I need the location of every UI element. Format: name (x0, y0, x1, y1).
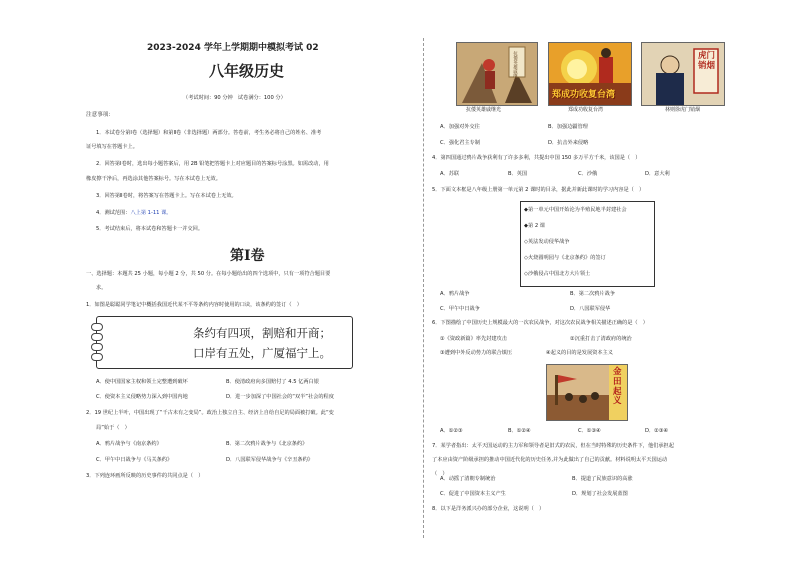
q5-option-c[interactable]: C．甲午中日战争 (440, 306, 480, 312)
q1-option-a[interactable]: A．使中国国家主权和领土完整遭到破坏 (96, 379, 188, 385)
q3-option-a[interactable]: A．加强对外交往 (440, 124, 480, 130)
q1-quote-card (96, 316, 353, 369)
q5-option-a[interactable]: A．鸦片战争 (440, 291, 470, 297)
q5-option-b[interactable]: B．第二次鸦片战争 (570, 291, 616, 297)
note-4: 4．测试范围：八上第 1-11 课。 (96, 210, 172, 216)
q6-statement-2: ②沉重打击了清政府的统治 (570, 336, 632, 342)
image-2-banner: 郑成功收复台湾 (552, 90, 616, 100)
q3-stem: 3．下列连环画所反映的历史事件的共同点是（ ） (86, 473, 204, 479)
q3-option-d[interactable]: D．抗击外来侵略 (548, 140, 589, 146)
q6-statement-4: ④起义的目的是发展资本主义 (546, 350, 613, 356)
image-1-caption: 抗倭英雄戚继光 (466, 107, 502, 113)
note-1b: 证号填写在答题卡上。 (86, 144, 138, 150)
test-range: 八上第 1-11 课。 (130, 210, 172, 216)
binder-ring (91, 353, 103, 361)
q1-stem: 1．如图是聪聪同学笔记中概括我国近代某不平等条约内容时使用的口诀，该条约的签订（ ） (86, 302, 302, 308)
q7-option-b[interactable]: B．提道了民族意识的高涨 (572, 476, 633, 482)
note-2b: 橡皮擦干净后，再选涂其他答案标号。写在本试卷上无效。 (86, 176, 221, 182)
q1-option-b[interactable]: B．使清政府向多国赔付了 4.5 亿两白银 (226, 379, 319, 385)
q6-option-c[interactable]: C．①③④ (578, 428, 601, 434)
q5-option-d[interactable]: D．八国联军侵华 (570, 306, 611, 312)
quote-line-1: 条约有四项，割赔和开商； (193, 326, 331, 340)
q2-stem-2: 局”始于（ ） (96, 425, 130, 431)
comic-image-2 (548, 42, 632, 106)
q3-option-b[interactable]: B．加强边疆管理 (548, 124, 588, 130)
subject-title: 八年级历史 (209, 62, 285, 80)
contents-line-1: ◆第一单元中国开始沦为半殖民地半封建社会 (524, 207, 627, 213)
battle-illustration (457, 43, 537, 105)
q7-option-d[interactable]: D．规划了社会发展蓝图 (572, 491, 628, 497)
q8-stem: 8．以下是洋务派兴办的部分企业，这说明（ ） (432, 506, 545, 512)
q4-option-b[interactable]: B．英国 (508, 171, 528, 177)
q2-option-a[interactable]: A．鸦片战争与《南京条约》 (96, 441, 162, 447)
jintian-uprising-image (546, 364, 628, 421)
q2-option-b[interactable]: B．第二次鸦片战争与《北京条约》 (226, 441, 308, 447)
q7-stem-3: （ ） (432, 471, 448, 477)
q1-option-d[interactable]: D．进一步加深了中国社会的“双半”社会的程度 (226, 394, 334, 400)
note-5: 5．考试结束后，将本试卷和答题卡一并交回。 (96, 226, 204, 232)
comic-image-1 (456, 42, 538, 106)
contents-line-4: ◇火烧圆明园与《北京条约》的签订 (524, 255, 606, 261)
binder-ring (91, 333, 103, 341)
section-title: 第Ⅰ卷 (230, 248, 265, 264)
q4-stem: 4．第四国通过鸦片战争获利有了许多多利，共提出中国 150 多万平方千米，该国是（ ） (432, 155, 641, 161)
exam-meta: （考试时间：90 分钟 试卷满分：100 分） (183, 95, 286, 101)
q4-option-d[interactable]: D．意大利 (645, 171, 670, 177)
binder-ring (91, 343, 103, 351)
image-3-banner: 虎门销烟 (698, 51, 716, 71)
contents-line-2: ◆第 2 课 (524, 223, 545, 229)
q7-option-a[interactable]: A．动摇了清朝专制统治 (440, 476, 496, 482)
contents-line-3: ◇英法发动侵华战争 (524, 239, 570, 245)
q6-option-d[interactable]: D．②③④ (645, 428, 669, 434)
q2-option-c[interactable]: C．甲午中日战争与《马关条约》 (96, 457, 173, 463)
image-banner-text: 金田起义 (613, 367, 622, 407)
note-1a: 1．本试卷分第Ⅰ卷（选择题）和第Ⅱ卷（非选择题）两部分。答卷前，考生务必将自己的姓名、准考 (96, 130, 322, 136)
section-intro-1: 一、选择题：本题共 25 小题，每小题 2 分，共 50 分。在每小题给出的四个选项中，只有一项符合题目要 (86, 271, 331, 277)
q6-stem: 6．下图描绘了中国历史上规模最大的一次农民战争，对这次农民战争相关描述正确的是（ ） (432, 320, 648, 326)
q2-option-d[interactable]: D．八国联军侵华战争与《辛丑条约》 (226, 457, 313, 463)
q4-option-c[interactable]: C．沙俄 (578, 171, 598, 177)
q6-statement-3: ③遭到中外反动势力的联合镇压 (440, 350, 513, 356)
q6-option-a[interactable]: A．①②③ (440, 428, 463, 434)
q5-contents-box (520, 201, 655, 287)
binder-ring (91, 323, 103, 331)
image-1-banner: 抗倭英雄戚继光 (512, 51, 518, 83)
q6-option-b[interactable]: B．①②④ (508, 428, 531, 434)
contents-line-5: ◇沙俄侵占中国北方大片领土 (524, 271, 591, 277)
note-3: 3．回答第Ⅱ卷时，将答案写在答题卡上。写在本试卷上无效。 (96, 193, 237, 199)
image-3-caption: 林则徐虎门销烟 (665, 107, 701, 113)
q5-stem: 5．下面文本框是八年级上册第一单元第 2 课时的目录，据此并新此课时的学习内容是（ ） (432, 187, 645, 193)
q2-stem: 2．19 世纪上半叶，中国出现了“千古未有之变局”。政治上独立自主、经济上自给自足的局面被打破。此“变 (86, 410, 334, 416)
q7-stem-1: 7．某学者指出：太平天国运动的主力军和领导者是旧式的农民，但在当时特殊的历史条件下，他们承担起 (432, 443, 674, 449)
q4-option-a[interactable]: A．苏联 (440, 171, 460, 177)
notes-title: 注意事项： (86, 112, 114, 118)
q1-option-c[interactable]: C．使资本主义侵略势力深入到中国内地 (96, 394, 188, 400)
column-divider (423, 38, 424, 538)
section-intro-2: 求。 (96, 285, 107, 291)
image-2-caption: 郑成功收复台湾 (568, 107, 604, 113)
quote-line-2: 口岸有五处，广厦福宁上。 (193, 346, 331, 360)
comic-image-3 (641, 42, 725, 106)
q7-option-c[interactable]: C．促进了中国资本主义产生 (440, 491, 506, 497)
q6-statement-1: ①《资政新篇》率先封建攻击 (440, 336, 507, 342)
q7-stem-2: 了本应由资产阶级承担的推动中国近代化的历史任务,并为此做出了自己的贡献。材料说明太平天国运动 (432, 457, 668, 463)
q3-option-c[interactable]: C．强化君主专制 (440, 140, 480, 146)
exam-title: 2023-2024 学年上学期期中模拟考试 02 (147, 43, 319, 53)
note-2a: 2．回答第Ⅰ卷时，选出每小题答案后，用 2B 铅笔把答题卡上对应题目的答案标号涂黑。如需改动，用 (96, 161, 329, 167)
